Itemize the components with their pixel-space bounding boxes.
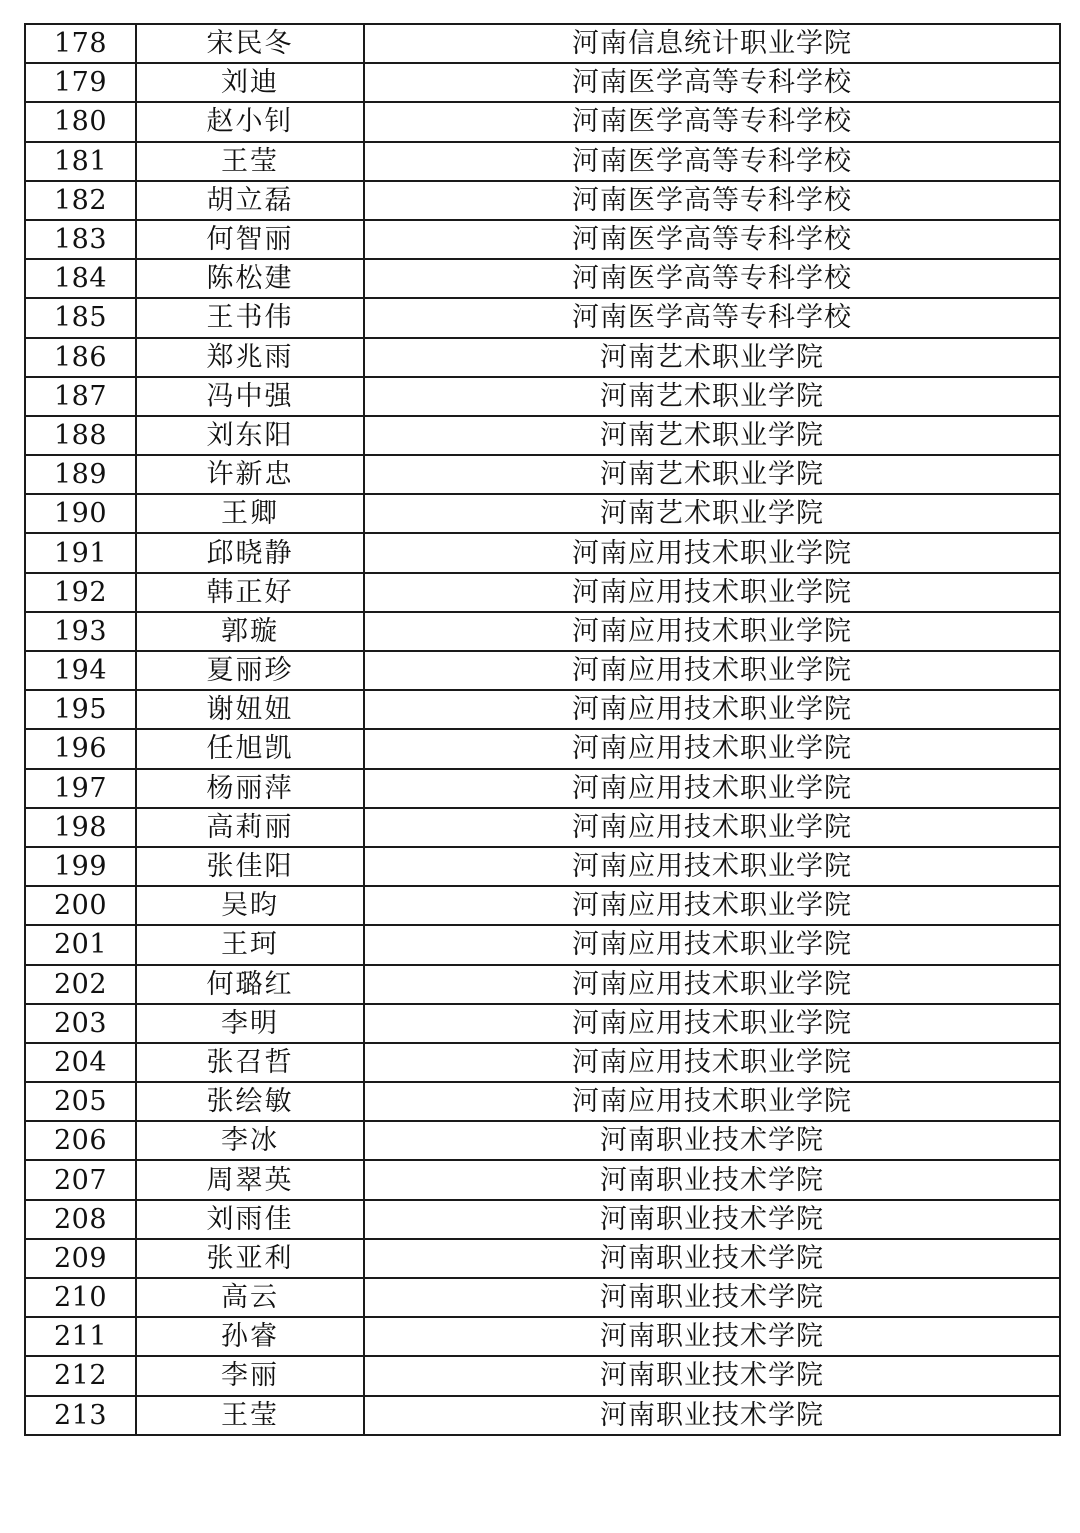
name-cell: 郭璇 [136,612,364,651]
name-cell: 张佳阳 [136,847,364,886]
table-row [25,651,1060,690]
roster-table [24,23,1061,1436]
row-number-cell: 191 [25,533,136,572]
school-cell: 河南医学高等专科学校 [364,63,1060,102]
name-cell: 胡立磊 [136,181,364,220]
table-row [25,1082,1060,1121]
school-cell: 河南应用技术职业学院 [364,533,1060,572]
name-cell: 何智丽 [136,220,364,259]
table-row [25,1043,1060,1082]
name-cell: 王莹 [136,1396,364,1435]
row-number-cell: 188 [25,416,136,455]
school-cell: 河南职业技术学院 [364,1121,1060,1160]
table-row [25,494,1060,533]
row-number-cell: 210 [25,1278,136,1317]
row-number-cell: 203 [25,1004,136,1043]
name-cell: 张绘敏 [136,1082,364,1121]
table-row [25,1200,1060,1239]
row-number-cell: 180 [25,102,136,141]
school-cell: 河南应用技术职业学院 [364,1043,1060,1082]
row-number-cell: 181 [25,142,136,181]
name-cell: 王卿 [136,494,364,533]
table-row [25,142,1060,181]
name-cell: 任旭凯 [136,729,364,768]
school-cell: 河南医学高等专科学校 [364,181,1060,220]
table-row [25,455,1060,494]
school-cell: 河南应用技术职业学院 [364,925,1060,964]
school-cell: 河南信息统计职业学院 [364,24,1060,63]
row-number-cell: 179 [25,63,136,102]
table-row [25,1239,1060,1278]
row-number-cell: 204 [25,1043,136,1082]
name-cell: 刘迪 [136,63,364,102]
table-row [25,377,1060,416]
school-cell: 河南应用技术职业学院 [364,651,1060,690]
name-cell: 王书伟 [136,298,364,337]
row-number-cell: 208 [25,1200,136,1239]
row-number-cell: 205 [25,1082,136,1121]
school-cell: 河南应用技术职业学院 [364,886,1060,925]
row-number-cell: 194 [25,651,136,690]
table-row [25,338,1060,377]
row-number-cell: 202 [25,965,136,1004]
row-number-cell: 199 [25,847,136,886]
school-cell: 河南应用技术职业学院 [364,729,1060,768]
table-row [25,102,1060,141]
name-cell: 邱晓静 [136,533,364,572]
row-number-cell: 182 [25,181,136,220]
name-cell: 谢妞妞 [136,690,364,729]
table-row [25,259,1060,298]
table-row [25,24,1060,63]
row-number-cell: 187 [25,377,136,416]
name-cell: 孙睿 [136,1317,364,1356]
school-cell: 河南医学高等专科学校 [364,142,1060,181]
school-cell: 河南应用技术职业学院 [364,808,1060,847]
school-cell: 河南艺术职业学院 [364,338,1060,377]
table-row [25,847,1060,886]
name-cell: 杨丽萍 [136,769,364,808]
school-cell: 河南艺术职业学院 [364,494,1060,533]
row-number-cell: 213 [25,1396,136,1435]
name-cell: 刘东阳 [136,416,364,455]
name-cell: 李冰 [136,1121,364,1160]
name-cell: 张亚利 [136,1239,364,1278]
row-number-cell: 186 [25,338,136,377]
name-cell: 许新忠 [136,455,364,494]
school-cell: 河南应用技术职业学院 [364,847,1060,886]
table-row [25,1317,1060,1356]
school-cell: 河南艺术职业学院 [364,377,1060,416]
table-row [25,690,1060,729]
table-row [25,925,1060,964]
table-row [25,965,1060,1004]
row-number-cell: 195 [25,690,136,729]
row-number-cell: 189 [25,455,136,494]
school-cell: 河南医学高等专科学校 [364,220,1060,259]
table-row [25,181,1060,220]
name-cell: 李丽 [136,1356,364,1395]
school-cell: 河南应用技术职业学院 [364,573,1060,612]
school-cell: 河南应用技术职业学院 [364,1082,1060,1121]
table-row [25,298,1060,337]
row-number-cell: 192 [25,573,136,612]
name-cell: 刘雨佳 [136,1200,364,1239]
table-row [25,1160,1060,1199]
row-number-cell: 200 [25,886,136,925]
table-row [25,729,1060,768]
table-row [25,769,1060,808]
name-cell: 高云 [136,1278,364,1317]
school-cell: 河南应用技术职业学院 [364,769,1060,808]
table-row [25,1396,1060,1435]
row-number-cell: 183 [25,220,136,259]
row-number-cell: 197 [25,769,136,808]
row-number-cell: 212 [25,1356,136,1395]
table-row [25,533,1060,572]
row-number-cell: 207 [25,1160,136,1199]
row-number-cell: 193 [25,612,136,651]
row-number-cell: 185 [25,298,136,337]
table-row [25,612,1060,651]
row-number-cell: 196 [25,729,136,768]
name-cell: 王珂 [136,925,364,964]
school-cell: 河南职业技术学院 [364,1239,1060,1278]
name-cell: 冯中强 [136,377,364,416]
row-number-cell: 190 [25,494,136,533]
school-cell: 河南职业技术学院 [364,1200,1060,1239]
school-cell: 河南应用技术职业学院 [364,612,1060,651]
name-cell: 张召哲 [136,1043,364,1082]
school-cell: 河南医学高等专科学校 [364,102,1060,141]
row-number-cell: 206 [25,1121,136,1160]
roster-table-body [25,24,1060,1435]
school-cell: 河南医学高等专科学校 [364,259,1060,298]
table-row [25,1278,1060,1317]
school-cell: 河南艺术职业学院 [364,455,1060,494]
name-cell: 周翠英 [136,1160,364,1199]
name-cell: 王莹 [136,142,364,181]
name-cell: 吴昀 [136,886,364,925]
name-cell: 赵小钊 [136,102,364,141]
table-row [25,886,1060,925]
name-cell: 夏丽珍 [136,651,364,690]
row-number-cell: 198 [25,808,136,847]
name-cell: 高莉丽 [136,808,364,847]
name-cell: 李明 [136,1004,364,1043]
school-cell: 河南应用技术职业学院 [364,1004,1060,1043]
school-cell: 河南应用技术职业学院 [364,965,1060,1004]
row-number-cell: 209 [25,1239,136,1278]
school-cell: 河南职业技术学院 [364,1396,1060,1435]
row-number-cell: 211 [25,1317,136,1356]
name-cell: 韩正好 [136,573,364,612]
school-cell: 河南应用技术职业学院 [364,690,1060,729]
table-row [25,1121,1060,1160]
table-row [25,1356,1060,1395]
row-number-cell: 184 [25,259,136,298]
school-cell: 河南职业技术学院 [364,1356,1060,1395]
name-cell: 宋民冬 [136,24,364,63]
school-cell: 河南职业技术学院 [364,1160,1060,1199]
name-cell: 何璐红 [136,965,364,1004]
name-cell: 陈松建 [136,259,364,298]
school-cell: 河南职业技术学院 [364,1278,1060,1317]
table-row [25,1004,1060,1043]
row-number-cell: 201 [25,925,136,964]
school-cell: 河南职业技术学院 [364,1317,1060,1356]
table-row [25,573,1060,612]
row-number-cell: 178 [25,24,136,63]
table-row [25,808,1060,847]
table-row [25,220,1060,259]
table-row [25,63,1060,102]
school-cell: 河南医学高等专科学校 [364,298,1060,337]
school-cell: 河南艺术职业学院 [364,416,1060,455]
name-cell: 郑兆雨 [136,338,364,377]
table-row [25,416,1060,455]
